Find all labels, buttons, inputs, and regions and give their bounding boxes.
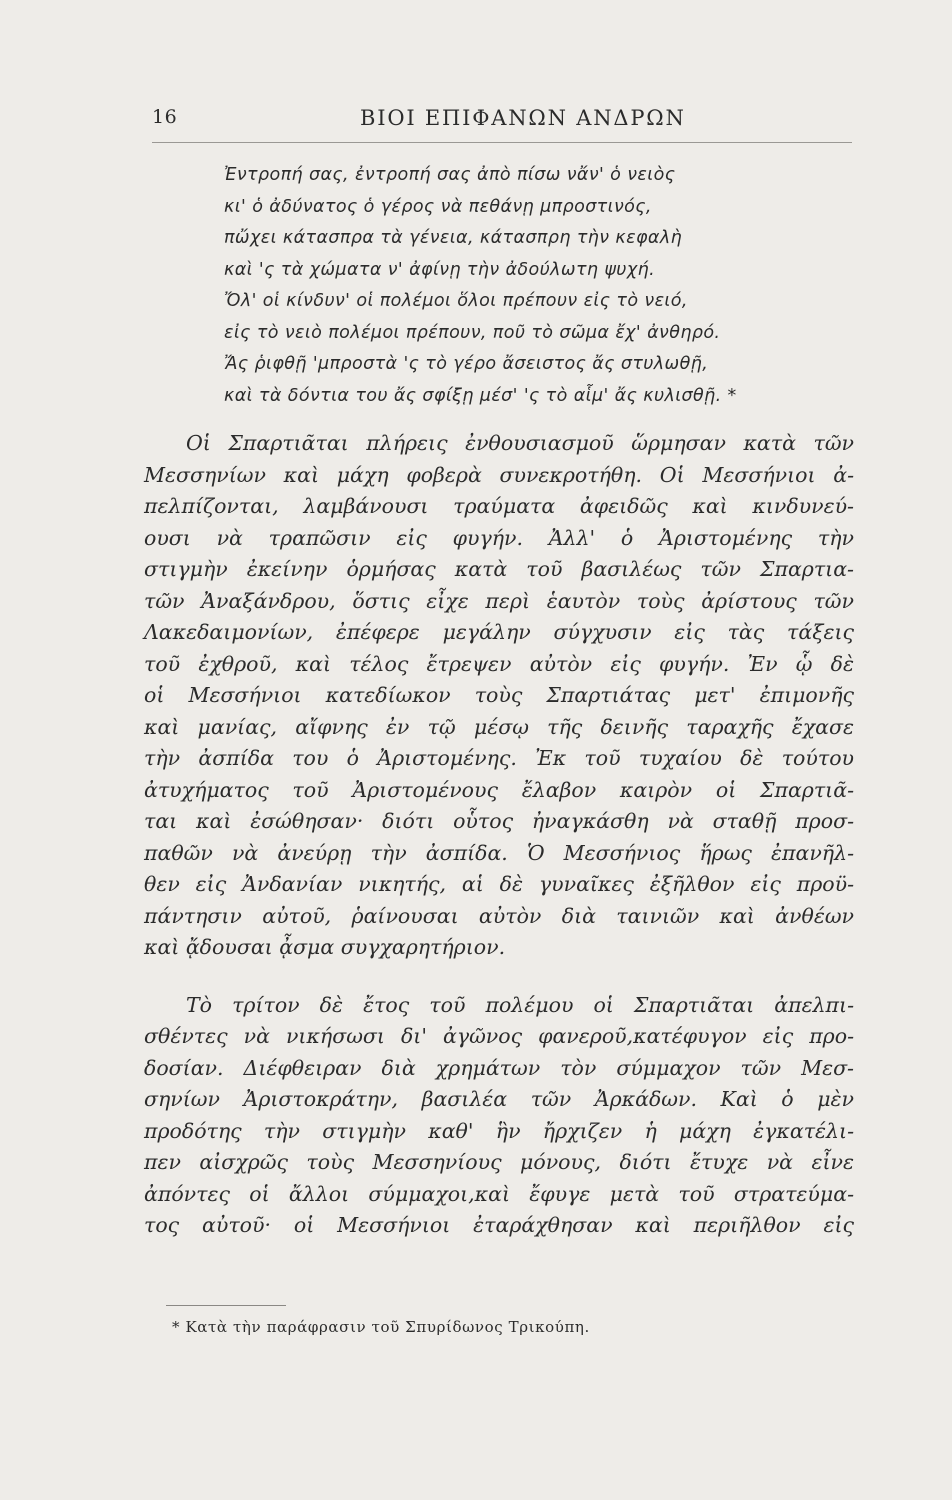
poem-line: κι' ὁ ἀδύνατος ὁ γέρος νὰ πεθάνῃ μπροστινός, (224, 196, 652, 217)
prose-body (144, 428, 854, 1242)
text-line: καὶ ᾄδουσαι ᾆσμα συγχαρητήριον. (144, 935, 506, 959)
text-line: ἀτυχήματος τοῦ Ἀριστομένους ἔλαβον καιρὸν οἱ Σπαρτιᾶ- (144, 777, 854, 802)
text-line: πελπίζονται, λαμβάνουσι τραύματα ἀφειδῶς καὶ κινδυνεύ- (144, 494, 854, 518)
footnote: * Κατὰ τὴν παράφρασιν τοῦ Σπυρίδωνος Τρικούπη. (172, 1318, 590, 1336)
paragraph (144, 990, 854, 1242)
poem-line: καὶ τὰ δόντια του ἄς σφίξῃ μέσ' 'ς τὸ αἷμ' ἄς κυλισθῇ. * (224, 385, 737, 406)
text-line: ουσι νὰ τραπῶσιν εἰς φυγήν. Ἀλλ' ὁ Ἀριστομένης τὴν (144, 525, 854, 550)
text-line: ἀπόντες οἱ ἄλλοι σύμμαχοι,καὶ ἔφυγε μετὰ τοῦ στρατεύμα- (144, 1181, 854, 1206)
poem-line: Ὄλ' οἱ κίνδυν' οἱ πολέμοι ὅλοι πρέπουν εἰς τὸ νειό, (224, 291, 688, 311)
page-header (152, 106, 852, 146)
poem-line: πὤχει κάτασπρα τὰ γένεια, κάτασπρη τὴν κεφαλὴ (224, 228, 683, 248)
text-line: πάντησιν αὐτοῦ, ῥαίνουσαι αὐτὸν διὰ ταινιῶν καὶ ἀνθέων (144, 903, 854, 928)
poem-line: καὶ 'ς τὰ χώματα ν' ἀφίνῃ τὴν ἀδούλωτη ψυχή. (224, 259, 656, 280)
header-rule (152, 142, 852, 143)
text-line: δοσίαν. Διέφθειραν διὰ χρημάτων τὸν σύμμαχον τῶν Μεσ- (144, 1055, 854, 1080)
text-line: ται καὶ ἐσώθησαν· διότι οὗτος ἠναγκάσθη νὰ σταθῇ προσ- (144, 809, 854, 833)
text-line: τοῦ ἐχθροῦ, καὶ τέλος ἔτρεψεν αὐτὸν εἰς φυγήν. Ἐν ᾧ δὲ (144, 651, 854, 676)
poem-line: Ἄς ῥιφθῇ 'μπροστὰ 'ς τὸ γέρο ἄσειστος ἄς στυλωθῇ, (224, 354, 709, 374)
text-line: προδότης τὴν στιγμὴν καθ' ἣν ἤρχιζεν ἡ μάχη ἐγκατέλι- (144, 1118, 854, 1143)
poem-line: Ἐντροπή σας, ἐντροπή σας ἀπὸ πίσω νἄν' ὁ νειὸς (224, 165, 676, 185)
poem-line: εἰς τὸ νειὸ πολέμοι πρέπουν, ποῦ τὸ σῶμα ἔχ' ἀνθηρό. (224, 322, 721, 343)
text-line: οἱ Μεσσήνιοι κατεδίωκον τοὺς Σπαρτιάτας μετ' ἐπιμονῆς (144, 683, 854, 707)
text-line: παθῶν νὰ ἀνεύρῃ τὴν ἀσπίδα. Ὁ Μεσσήνιος ἥρως ἐπανῆλ- (144, 840, 854, 865)
text-line: τος αὐτοῦ· οἱ Μεσσήνιοι ἐταράχθησαν καὶ περιῆλθον εἰς (144, 1213, 854, 1237)
text-line: Οἱ Σπαρτιᾶται πλήρεις ἐνθουσιασμοῦ ὥρμησαν κατὰ τῶν (186, 431, 854, 455)
text-line: καὶ μανίας, αἴφνης ἐν τῷ μέσῳ τῆς δεινῆς ταραχῆς ἔχασε (144, 714, 854, 739)
poem-block (224, 160, 824, 412)
paragraph (144, 428, 854, 964)
text-line: τῶν Ἀναξάνδρου, ὅστις εἶχε περὶ ἑαυτὸν τοὺς ἀρίστους τῶν (144, 588, 854, 613)
text-line: Λακεδαιμονίων, ἐπέφερε μεγάλην σύγχυσιν εἰς τὰς τάξεις (144, 620, 854, 644)
text-line: πεν αἰσχρῶς τοὺς Μεσσηνίους μόνους, διότι ἔτυχε νὰ εἶνε (144, 1150, 854, 1174)
text-line: Μεσσηνίων καὶ μάχη φοβερὰ συνεκροτήθη. Οἱ Μεσσήνιοι ἀ- (144, 462, 854, 487)
text-line: στιγμὴν ἐκείνην ὁρμήσας κατὰ τοῦ βασιλέως τῶν Σπαρτια- (144, 557, 854, 581)
footnote-rule (166, 1305, 286, 1306)
text-line: τὴν ἀσπίδα του ὁ Ἀριστομένης. Ἐκ τοῦ τυχαίου δὲ τούτου (144, 746, 854, 770)
running-title: ΒΙΟΙ ΕΠΙΦΑΝΩΝ ΑΝΔΡΩΝ (360, 106, 686, 130)
text-line: Τὸ τρίτον δὲ ἔτος τοῦ πολέμου οἱ Σπαρτιᾶται ἀπελπι- (186, 992, 854, 1017)
text-line: θεν εἰς Ἀνδανίαν νικητής, αἱ δὲ γυναῖκες ἐξῆλθον εἰς προϋ- (144, 872, 854, 896)
text-line: σηνίων Ἀριστοκράτην, βασιλέα τῶν Ἀρκάδων. Καὶ ὁ μὲν (144, 1087, 854, 1111)
page-number: 16 (152, 106, 178, 128)
text-line: σθέντες νὰ νικήσωσι δι' ἀγῶνος φανεροῦ,κατέφυγον εἰς προ- (144, 1024, 854, 1048)
